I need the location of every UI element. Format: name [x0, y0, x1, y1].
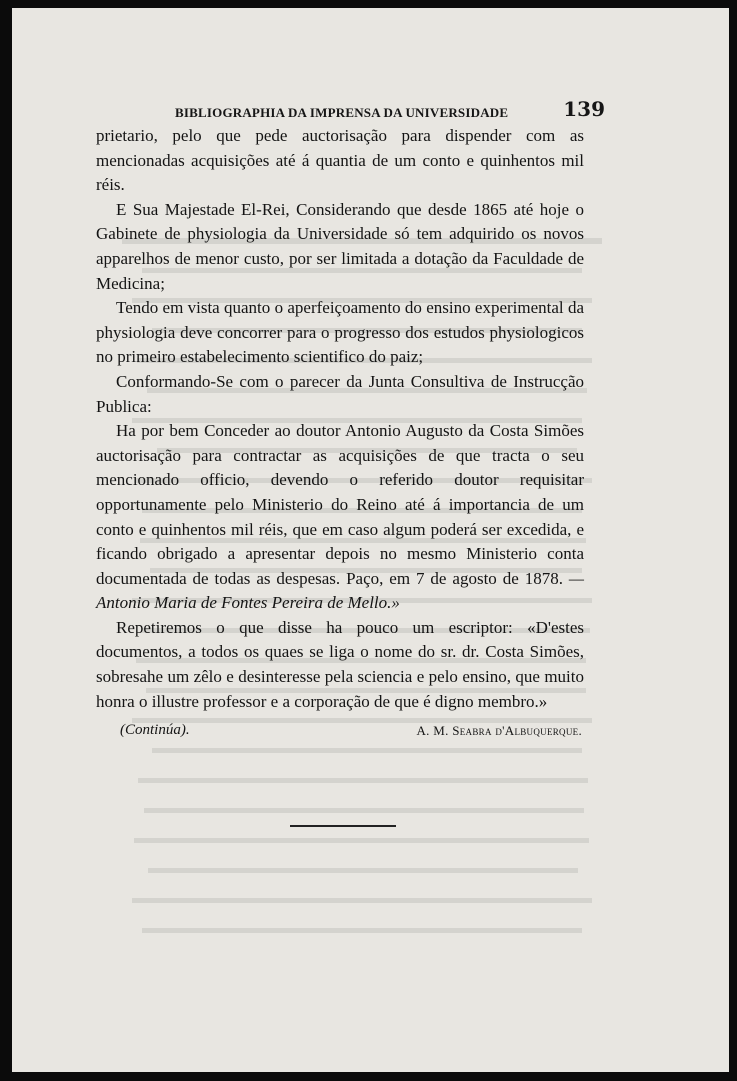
paragraph: Conformando-Se com o parecer da Junta Consultiva de Instrucção Publica:: [96, 371, 584, 416]
body-text: [96, 124, 584, 714]
signature-row: [120, 722, 582, 742]
paragraph: E Sua Majestade El-Rei, Considerando que desde 1865 até hoje o Gabinete de physiologia da Universidade só tem adquirido os novos apparelhos de menor custo, por ser limitada a dotação da Faculdade de Medicina;: [96, 199, 584, 293]
paragraph-decree: [96, 419, 584, 616]
running-header: [175, 97, 605, 127]
decree-text: Ha por bem Conceder ao doutor Antonio Augusto da Costa Simões auctorisação para contractar as acquisições de que tracta o seu mencionado officio, devendo o referido doutor requisitar opportunamente pelo Ministerio do Reino até á importancia de um conto e quinhentos mil réis, que em caso algum poderá ser excedida, e ficando obrigado a apresentar depois no mesmo Ministerio conta documentada de todas as despesas. Paço, em 7 de agosto de 1878.: [96, 421, 584, 588]
paragraph: prietario, pelo que pede auctorisação para dispender com as mencionadas acquisições até á quantia de um conto e quinhentos mil réis.: [96, 126, 584, 195]
continua-note: (Continúa).: [120, 722, 190, 738]
page-number: 139: [563, 97, 605, 121]
running-head-title: BIBLIOGRAPHIA DA IMPRENSA DA UNIVERSIDADE: [175, 105, 509, 120]
paragraph: Tendo em vista quanto o aperfeiçoamento do ensino experimental da physiologia deve concorrer para o progresso dos estudos physiologicos no primeiro estabelecimento scientifico do paiz;: [96, 298, 584, 367]
author-signature: A. M. Seabra d'Albuquerque.: [416, 723, 582, 738]
section-divider: [290, 825, 396, 827]
decree-signature: — Antonio Maria de Fontes Pereira de Mello.»: [96, 568, 584, 613]
paragraph: Repetiremos o que disse ha pouco um escriptor: «D'estes documentos, a todos os quaes se liga o nome do sr. dr. Costa Simões, sobresahe um zêlo e desinteresse pela sciencia e pelo ensino, que muito honra o illustre professor e a corporação de que é digno membro.»: [96, 617, 584, 711]
